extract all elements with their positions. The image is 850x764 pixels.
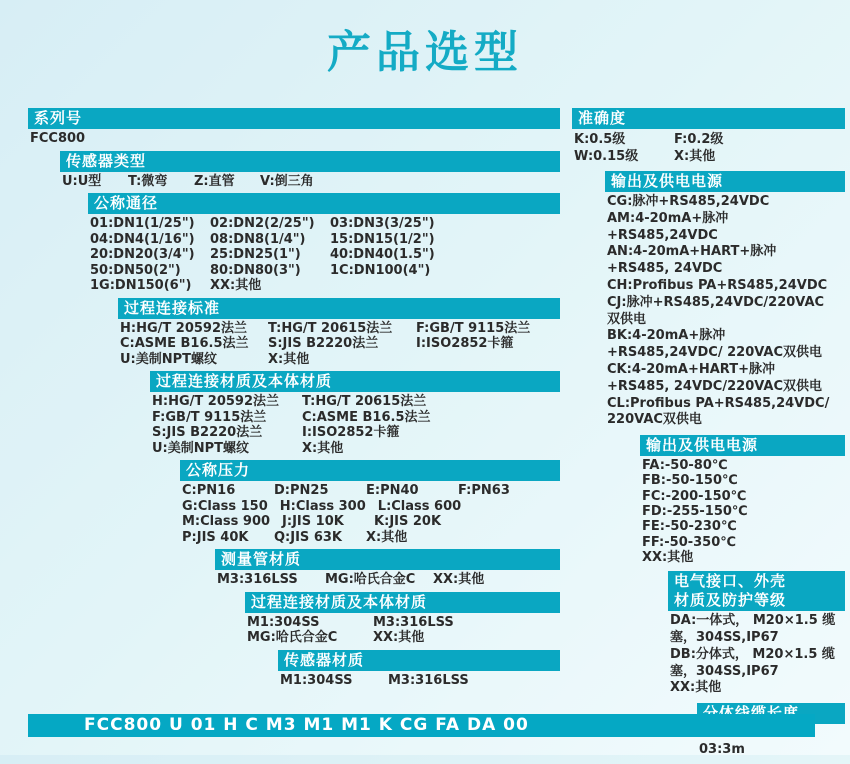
selection-cascade-right — [572, 108, 845, 764]
option-item: AM:4-20mA+脉冲+RS485,24VDC — [607, 210, 729, 243]
option-item: XX:其他 — [210, 278, 262, 293]
option-item: AN:4-20mA+HART+脉冲+RS485, 24VDC — [607, 244, 777, 277]
section-options — [572, 129, 845, 165]
option-item: G:Class 150 — [182, 498, 268, 514]
option-item: M3:316LSS — [217, 572, 298, 587]
option-item: T:微弯 — [128, 173, 168, 189]
section-header-accuracy: 准确度 — [572, 108, 845, 129]
option-item: J:JIS 10K — [282, 514, 344, 529]
option-item: 1C:DN100(4") — [330, 262, 431, 278]
option-item: M3:316LSS — [373, 614, 454, 630]
option-item: K:JIS 20K — [374, 514, 442, 529]
option-item: 15:DN15(1/2") — [330, 231, 435, 247]
option-item: FC:-200-150℃ — [642, 488, 747, 504]
option-item: FB:-50-150℃ — [642, 473, 738, 489]
option-item: CJ:脉冲+RS485,24VDC/220VAC 双供电 — [607, 294, 825, 327]
section-header-output-power-supply: 输出及供电电源 — [605, 171, 845, 192]
section-options — [150, 392, 560, 456]
section-header-connection-body-material: 过程连接材质及本体材质 — [150, 371, 560, 392]
section-header-sensor-type: 传感器类型 — [60, 151, 560, 172]
option-row — [120, 321, 560, 337]
section-header-measuring-tube-material: 测量管材质 — [215, 549, 560, 570]
option-item: M3:316LSS — [388, 672, 469, 688]
section-process-connection-standard — [118, 298, 560, 368]
option-row — [217, 572, 560, 588]
option-item: M1:304SS — [247, 614, 320, 630]
option-row — [30, 131, 560, 147]
option-item: I:ISO2852卡箍 — [416, 336, 514, 351]
section-accuracy — [572, 108, 845, 165]
option-row — [120, 352, 560, 368]
option-item: 20:DN20(3/4") — [90, 247, 195, 262]
option-item: 40:DN40(1.5") — [330, 247, 435, 262]
option-item: MG:哈氏合金C — [325, 572, 416, 587]
option-row — [574, 148, 845, 165]
option-item: DA:一体式， M20×1.5 缆塞，304SS,IP67 — [670, 613, 836, 646]
option-item: FA:-50-80℃ — [642, 458, 728, 474]
option-item: X:其他 — [366, 529, 408, 545]
option-item: Z:直管 — [194, 173, 235, 189]
section-header-sensor-material: 传感器材质 — [278, 650, 560, 671]
option-item: MG:哈氏合金C — [247, 630, 338, 645]
option-item: M1:304SS — [280, 672, 353, 688]
option-item: CG:脉冲+RS485,24VDC — [607, 194, 770, 209]
option-item: C:ASME B16.5法兰 — [302, 409, 431, 425]
option-item: F:0.2级 — [674, 132, 724, 147]
option-item: S:JIS B2220法兰 — [268, 336, 379, 351]
option-row — [182, 530, 560, 546]
option-row — [90, 232, 560, 248]
section-options — [60, 172, 560, 190]
option-item: 50:DN50(2") — [90, 262, 181, 278]
section-options — [118, 319, 560, 368]
option-row — [152, 441, 560, 457]
option-item: V:倒三角 — [260, 173, 314, 189]
option-item: BK:4-20mA+脉冲+RS485,24VDC/ 220VAC双供电 — [607, 328, 823, 361]
option-item: 02:DN2(2/25") — [210, 216, 315, 231]
section-header-nominal-diameter: 公称通径 — [88, 193, 560, 214]
option-item: T:HG/T 20615法兰 — [302, 394, 427, 409]
option-item: F:GB/T 9115法兰 — [152, 409, 267, 425]
option-row — [247, 630, 560, 646]
option-row — [90, 216, 560, 232]
option-row — [182, 514, 560, 530]
option-item: L:Class 600 — [377, 498, 462, 514]
option-item: H:HG/T 20592法兰 — [152, 394, 279, 409]
option-item: D:PN25 — [274, 483, 329, 498]
section-sensor-type — [60, 151, 560, 190]
option-item: XX:其他 — [433, 572, 485, 587]
option-item: U:美制NPT螺纹 — [120, 351, 218, 367]
option-item: U:美制NPT螺纹 — [152, 440, 250, 456]
option-item: H:Class 300 — [279, 498, 366, 514]
option-item: XX:其他 — [642, 549, 694, 565]
section-options — [215, 570, 560, 588]
section-options — [605, 192, 837, 429]
option-item: X:其他 — [302, 440, 344, 456]
option-row — [62, 174, 560, 190]
section-header-nominal-pressure: 公称压力 — [180, 460, 560, 481]
section-series-number — [28, 108, 560, 147]
section-medium-temperature — [640, 435, 845, 565]
option-item: K:0.5级 — [574, 132, 626, 147]
option-item: U:U型 — [62, 173, 102, 189]
option-item: XX:其他 — [373, 630, 425, 645]
option-row — [574, 131, 845, 148]
selection-cascade-left — [28, 108, 560, 692]
section-options — [88, 214, 560, 294]
section-options — [640, 456, 845, 565]
option-item: C:PN16 — [182, 483, 236, 498]
section-options — [180, 481, 560, 545]
option-row — [182, 483, 560, 499]
example-order-code-bar: FCC800 U 01 H C M3 M1 M1 K CG FA DA 00 — [28, 714, 815, 737]
option-item: H:HG/T 20592法兰 — [120, 320, 247, 336]
page-title: 产品选型 — [327, 27, 523, 78]
option-item: 08:DN8(1/4") — [210, 231, 306, 247]
section-header-process-connection-standard: 过程连接标准 — [118, 298, 560, 319]
section-connection-body-material-2 — [245, 592, 560, 646]
option-row — [152, 394, 560, 410]
option-row — [247, 615, 560, 631]
section-options — [28, 129, 560, 147]
option-row — [90, 278, 560, 294]
section-nominal-pressure — [180, 460, 560, 545]
option-item: 25:DN25(1") — [210, 247, 301, 262]
option-item: E:PN40 — [366, 483, 419, 498]
option-item: W:0.15级 — [574, 149, 639, 164]
option-item: CK:4-20mA+HART+脉冲+RS485, 24VDC/220VAC双供电 — [607, 361, 823, 394]
option-item: 03:3m — [699, 742, 745, 758]
option-item: FCC800 — [30, 131, 86, 146]
section-electrical-interface-housing — [668, 571, 845, 697]
option-item: 80:DN80(3") — [210, 262, 301, 278]
section-nominal-diameter — [88, 193, 560, 294]
section-header-connection-body-material-2: 过程连接材质及本体材质 — [245, 592, 560, 613]
header-line-1: 电气接口、外壳 — [674, 572, 787, 591]
option-item: XX:其他 — [670, 680, 722, 696]
option-item: DB:分体式， M20×1.5 缆塞，304SS,IP67 — [670, 646, 835, 679]
option-item: P:JIS 40K — [182, 529, 249, 545]
option-row — [152, 425, 560, 441]
option-row — [182, 499, 560, 515]
option-item: 03:DN3(3/25") — [330, 216, 435, 231]
option-item: FF:-50-350℃ — [642, 534, 737, 550]
option-row — [152, 410, 560, 426]
option-item: X:其他 — [268, 351, 310, 367]
option-item: X:其他 — [674, 149, 716, 164]
option-row — [120, 336, 560, 352]
option-item: 04:DN4(1/16") — [90, 231, 195, 247]
header-line-2: 材质及防护等级 — [674, 591, 787, 610]
option-item: F:GB/T 9115法兰 — [416, 320, 531, 336]
option-item: 1G:DN150(6") — [90, 278, 192, 293]
option-row — [280, 673, 560, 689]
section-header-electrical-interface-housing — [668, 571, 845, 611]
option-item: FD:-255-150℃ — [642, 504, 748, 520]
section-options — [278, 671, 560, 689]
section-connection-body-material — [150, 371, 560, 456]
option-item: T:HG/T 20615法兰 — [268, 320, 393, 336]
section-options — [668, 611, 842, 697]
section-header-series-number: 系列号 — [28, 108, 560, 129]
section-output-power-supply — [605, 171, 845, 429]
option-item: CL:Profibus PA+RS485,24VDC/ 220VAC双供电 — [607, 395, 830, 428]
option-item: Q:JIS 63K — [274, 529, 342, 545]
option-item: M:Class 900 — [182, 514, 271, 529]
section-measuring-tube-material — [215, 549, 560, 588]
option-item: CH:Profibus PA+RS485,24VDC — [607, 277, 828, 293]
option-item: C:ASME B16.5法兰 — [120, 336, 249, 351]
section-sensor-material — [278, 650, 560, 689]
option-row — [90, 247, 560, 263]
option-item: FE:-50-230℃ — [642, 519, 737, 535]
option-item: 01:DN1(1/25") — [90, 216, 195, 231]
section-options — [245, 613, 560, 646]
option-item: S:JIS B2220法兰 — [152, 425, 263, 440]
option-row — [90, 263, 560, 279]
option-item: F:PN63 — [458, 483, 510, 498]
option-item: I:ISO2852卡箍 — [302, 425, 400, 440]
section-header-medium-temperature: 输出及供电电源 — [640, 435, 845, 456]
